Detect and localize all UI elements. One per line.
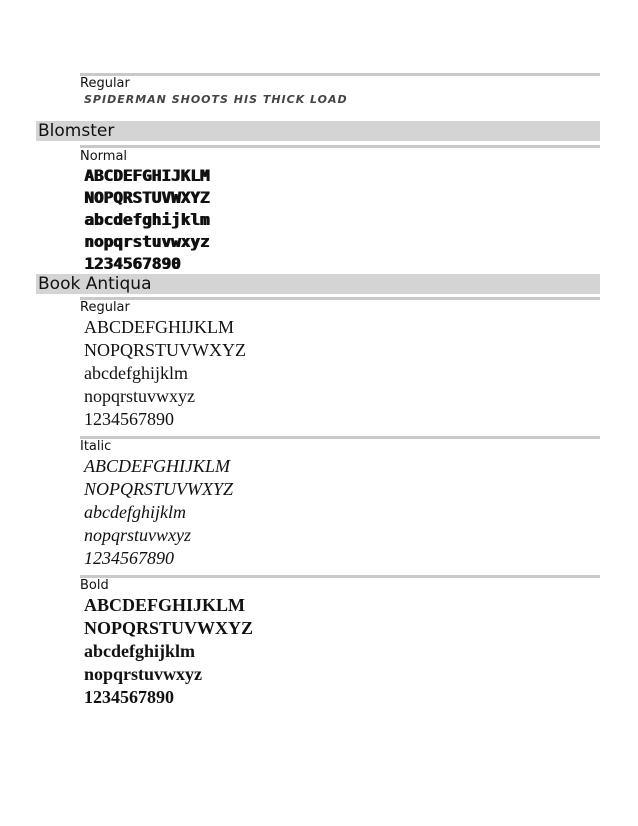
book-antiqua-regular-block [80, 297, 600, 431]
sample-line: ABCDEFGHIJKLM [84, 166, 210, 185]
sample-line: abcdefghijklm [84, 502, 186, 522]
sample-line: abcdefghijklm [84, 641, 196, 661]
style-label-normal: Normal [80, 149, 128, 164]
sample-line: ABCDEFGHIJKLM [84, 317, 235, 337]
sample-line: NOPQRSTUVWXYZ [84, 479, 234, 499]
style-label-regular: Regular [80, 76, 130, 91]
font-heading-book-antiqua: Book Antiqua [36, 274, 600, 294]
sample-line: abcdefghijklm [84, 210, 210, 229]
sample-line: 1234567890 [84, 687, 174, 707]
sample-line: nopqrstuvwxyz [84, 525, 191, 545]
sample-lines [84, 316, 600, 431]
sample-line: ABCDEFGHIJKLM [84, 595, 246, 615]
book-antiqua-italic-block [80, 436, 600, 570]
previous-font-regular-block [80, 73, 600, 108]
font-heading-blomster: Blomster [36, 121, 600, 141]
sample-line: NOPQRSTUVWXYZ [84, 618, 254, 638]
sample-line: 1234567890 [84, 409, 174, 429]
book-antiqua-bold-block [80, 575, 600, 709]
sample-line: nopqrstuvwxyz [84, 232, 210, 251]
sample-lines [84, 594, 600, 709]
sample-lines [84, 92, 600, 108]
style-divider [80, 145, 600, 148]
sample-line: NOPQRSTUVWXYZ [84, 340, 246, 360]
sample-line: 1234567890 [84, 254, 181, 273]
sample-line: SPIDERMAN SHOOTS HIS THICK LOAD [84, 93, 348, 106]
sample-line: nopqrstuvwxyz [84, 664, 203, 684]
sample-lines [84, 455, 600, 570]
sample-lines [84, 165, 600, 275]
sample-line: NOPQRSTUVWXYZ [84, 188, 210, 207]
sample-line: nopqrstuvwxyz [84, 386, 195, 406]
style-label-bold: Bold [80, 578, 109, 593]
sample-line: abcdefghijklm [84, 363, 188, 383]
sample-line: ABCDEFGHIJKLM [84, 456, 230, 476]
style-label-italic: Italic [80, 439, 112, 454]
style-label-regular: Regular [80, 300, 130, 315]
blomster-normal-block [80, 145, 600, 275]
sample-line: 1234567890 [84, 548, 174, 568]
